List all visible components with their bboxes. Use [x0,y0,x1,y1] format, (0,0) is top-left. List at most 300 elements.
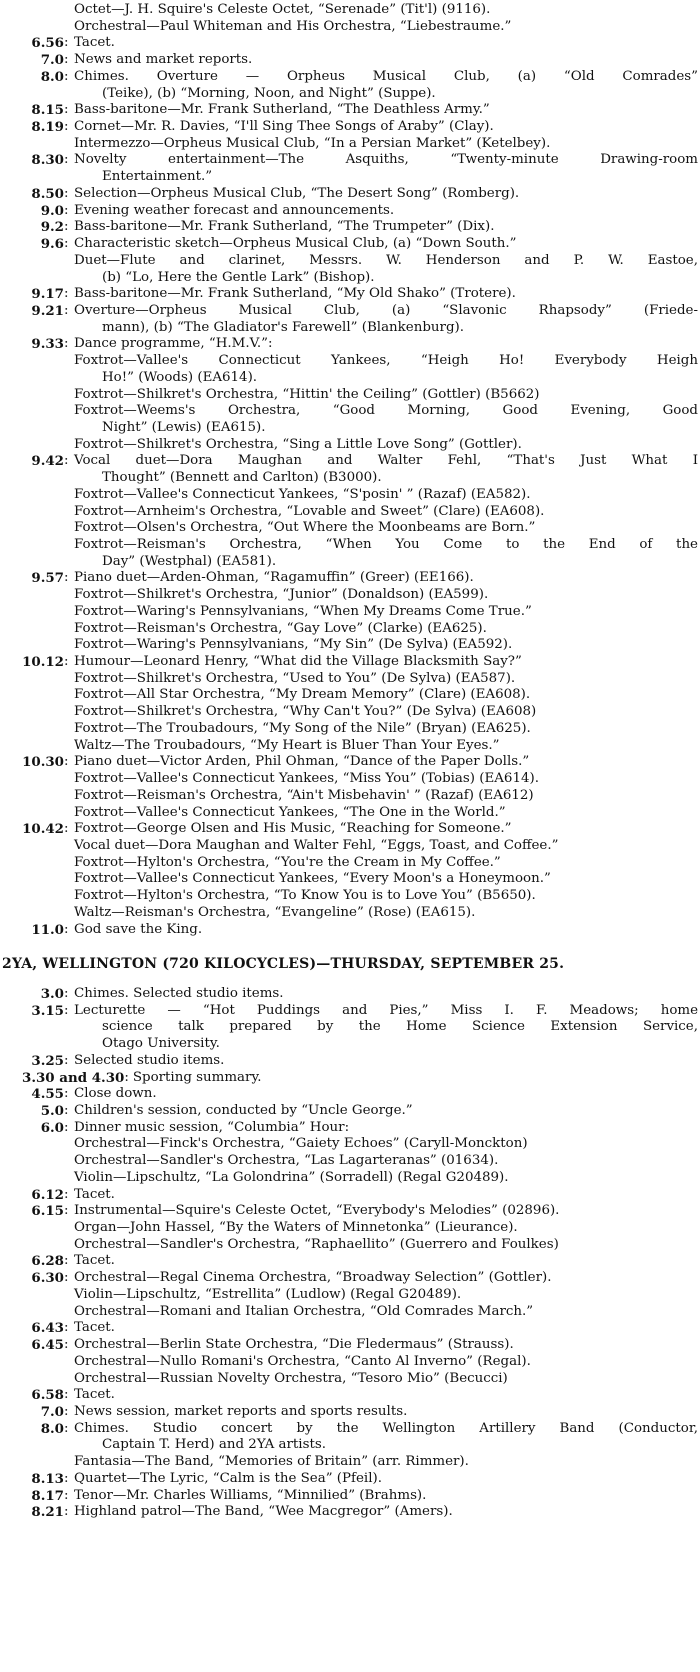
programme-text: (Teike), (b) “Morning, Noon, and Night” (Suppe). [102,85,436,101]
programme-line [0,922,700,939]
time-label: 9.57 [31,570,64,587]
programme-text: Foxtrot—Shilkret's Orchestra, “Hittin' the Ceiling” (Gottler) (B5662) [74,386,540,402]
programme-line [0,1471,700,1488]
programme-text: Piano duet—Victor Arden, Phil Ohman, “Dance of the Paper Dolls.” [74,754,530,770]
programme-text: Overture—Orpheus Musical Club, (a) “Slavonic Rhapsody” (Friede- [74,302,698,318]
time-label: 8.21 [31,1504,64,1521]
time-label: 8.30 [31,152,64,169]
time-label [0,738,64,755]
time-label [0,370,64,387]
programme-line [0,805,700,822]
time-colon: : [64,1253,69,1269]
time-colon: : [64,654,69,670]
time-label: 10.12 [22,654,64,671]
time-colon [64,587,74,604]
time-label [0,420,64,437]
time-colon [64,520,74,537]
programme-line [0,537,700,554]
time-label: 9.33 [31,336,64,353]
time-label [0,253,64,270]
programme-line [0,253,700,270]
time-colon: : [64,286,69,302]
time-colon [64,871,74,888]
programme-line [0,1387,700,1404]
programme-line [0,487,700,504]
time-label [0,169,64,186]
programme-text: Orchestral—Romani and Italian Orchestra, “Old Comrades March.” [74,1303,534,1319]
programme-line [0,905,700,922]
time-colon [64,420,74,437]
programme-text: News session, market reports and sports results. [74,1403,408,1419]
time-label: 10.42 [22,821,64,838]
programme-line [0,1253,700,1270]
programme-line [0,1237,700,1254]
programme-line [0,1003,700,1020]
programme-text: Entertainment.” [102,169,213,185]
programme-line [0,838,700,855]
time-colon [64,1170,74,1187]
programme-line [0,855,700,872]
time-colon [64,136,74,153]
time-colon [64,771,74,788]
programme-text: Foxtrot—Shilkret's Orchestra, “Why Can't You?” (De Sylva) (EA608) [74,704,537,720]
programme-text: Foxtrot—Vallee's Connecticut Yankees, “S'posin' ” (Razaf) (EA582). [74,486,531,502]
time-colon: : [64,1420,69,1436]
time-colon [64,554,74,571]
programme-text: Bass-baritone—Mr. Frank Sutherland, “My Old Shako” (Trotere). [74,286,516,302]
time-colon: : [64,754,69,770]
time-label [0,353,64,370]
programme-line [0,621,700,638]
time-colon [64,1287,74,1304]
programme-line [0,1270,700,1287]
programme-line [0,136,700,153]
programme-text: Foxtrot—Reisman's Orchestra, “Ain't Misbehavin' ” (Razaf) (EA612) [74,787,534,803]
time-colon [64,504,74,521]
time-label [0,1019,64,1036]
time-colon: : [64,52,69,68]
time-colon: : [64,1320,69,1336]
time-label: 8.50 [31,185,64,202]
time-label [0,1170,64,1187]
programme-line-continuation [0,320,700,337]
time-colon: : [64,119,69,135]
programme-text: Selected studio items. [74,1052,225,1068]
programme-line [0,353,700,370]
time-colon [64,1304,74,1321]
time-label [0,403,64,420]
programme-line [0,754,700,771]
time-label [0,704,64,721]
programme-text: Instrumental—Squire's Celeste Octet, “Everybody's Melodies” (02896). [74,1203,560,1219]
programme-text: Tenor—Mr. Charles Williams, “Minnilied” (Brahms). [74,1487,427,1503]
time-label [0,687,64,704]
programme-line [0,186,700,203]
programme-text: Foxtrot—Olsen's Orchestra, “Out Where the Moonbeams are Born.” [74,520,536,536]
programme-text: Thought” (Bennett and Carlton) (B3000). [102,470,382,486]
programme-text: Selection—Orpheus Musical Club, “The Desert Song” (Romberg). [74,185,520,201]
time-colon [64,19,74,36]
programme-line [0,102,700,119]
programme-line [0,671,700,688]
programme-text: Foxtrot—Waring's Pennsylvanians, “When My Dreams Come True.” [74,603,532,619]
programme-line [0,1120,700,1137]
programme-line [0,1454,700,1471]
time-colon [64,320,74,337]
time-colon: : [64,1203,69,1219]
programme-line-continuation [0,420,700,437]
programme-text: Vocal duet—Dora Maughan and Walter Fehl, “Eggs, Toast, and Coffee.” [74,837,559,853]
time-label: 9.17 [31,286,64,303]
time-label [0,520,64,537]
time-colon: : [64,1270,69,1286]
programme-text: Intermezzo—Orpheus Musical Club, “In a Persian Market” (Ketelbey). [74,135,551,151]
time-label [0,1454,64,1471]
programme-line [0,687,700,704]
time-colon [64,1136,74,1153]
time-colon [64,1371,74,1388]
programme-text: Chimes. Overture — Orpheus Musical Club, (a) “Old Comrades” [74,68,698,84]
time-label [0,771,64,788]
time-label [0,437,64,454]
programme-line [0,704,700,721]
time-label [0,537,64,554]
time-colon [64,637,74,654]
time-label: 3.0 [40,985,64,1002]
time-colon: : [64,236,69,252]
programme-line [0,336,700,353]
time-label [0,905,64,922]
time-colon: : [64,985,69,1001]
time-colon [64,403,74,420]
time-label [0,1304,64,1321]
programme-line [0,1404,700,1421]
time-colon [64,1237,74,1254]
time-colon: : [64,1387,69,1403]
time-label [0,554,64,571]
time-label [0,19,64,36]
time-colon [64,169,74,186]
programme-line [0,986,700,1003]
time-label [0,637,64,654]
time-label: 11.0 [31,921,64,938]
programme-line-continuation [0,169,700,186]
programme-line [0,821,700,838]
programme-text: Foxtrot—Reisman's Orchestra, “When You Come to the End of the [74,537,698,552]
programme-text: Tacet. [74,1320,115,1336]
station-heading [0,956,700,973]
time-label [0,136,64,153]
time-label: 6.28 [31,1253,64,1270]
programme-text: Foxtrot—George Olsen and His Music, “Reaching for Someone.” [74,821,512,837]
time-colon [64,805,74,822]
programme-text: God save the King. [74,921,203,937]
programme-text: Orchestral—Russian Novelty Orchestra, “Tesoro Mio” (Becucci) [74,1370,508,1386]
time-label [0,1354,64,1371]
programme-line [0,888,700,905]
programme-text: Humour—Leonard Henry, “What did the Village Blacksmith Say?” [74,654,522,670]
programme-line [0,1103,700,1120]
time-colon [64,604,74,621]
programme-line [0,403,700,420]
time-label: 7.0 [40,52,64,69]
time-label: 4.55 [31,1086,64,1103]
programme-text: News and market reports. [74,52,253,68]
time-label: 6.56 [31,35,64,52]
time-label: 3.15 [31,1002,64,1019]
time-label [0,387,64,404]
time-colon: : [64,35,69,51]
programme-line-continuation [0,270,700,287]
programme-line [0,152,700,169]
programme-line [0,738,700,755]
programme-line [0,1320,700,1337]
time-label [0,1287,64,1304]
programme-text: Bass-baritone—Mr. Frank Sutherland, “The Deathless Army.” [74,102,490,118]
time-colon: : [64,102,69,118]
programme-text: Foxtrot—Vallee's Connecticut Yankees, “The One in the World.” [74,804,506,820]
time-label [0,788,64,805]
time-label [0,1237,64,1254]
programme-line [0,2,700,19]
programme-line-continuation [0,86,700,103]
programme-text: Captain T. Herd) and 2YA artists. [102,1437,326,1453]
programme-line [0,1504,700,1521]
programme-line [0,453,700,470]
programme-line [0,520,700,537]
programme-text: (b) “Lo, Here the Gentle Lark” (Bishop). [102,269,375,285]
time-label: 8.0 [40,68,64,85]
programme-text: Tacet. [74,1253,115,1269]
programme-text: Piano duet—Arden-Ohman, “Ragamuffin” (Greer) (EE166). [74,570,474,586]
programme-line [0,1354,700,1371]
time-label [0,1153,64,1170]
time-label [0,1136,64,1153]
programme-text: Foxtrot—Shilkret's Orchestra, “Sing a Little Love Song” (Gottler). [74,436,522,452]
time-colon [64,370,74,387]
programme-line [0,1136,700,1153]
time-colon: : [64,1086,69,1102]
programme-line [0,303,700,320]
programme-text: Foxtrot—The Troubadours, “My Song of the Nile” (Bryan) (EA625). [74,720,531,736]
programme-line-continuation [0,1036,700,1053]
time-label [0,1036,64,1053]
programme-text: Tacet. [74,1186,115,1202]
programme-text: Orchestral—Paul Whiteman and His Orchestra, “Liebestraume.” [74,18,512,34]
time-label: 6.0 [40,1119,64,1136]
time-colon [64,721,74,738]
time-label: 6.30 [31,1270,64,1287]
time-colon [64,738,74,755]
time-colon [64,1220,74,1237]
programme-line [0,69,700,86]
time-colon: : [64,302,69,318]
programme-line [0,203,700,220]
programme-line [0,788,700,805]
time-colon: : [64,1119,69,1135]
programme-text: Night” (Lewis) (EA615). [102,419,266,435]
time-label [0,888,64,905]
programme-text: Dance programme, “H.M.V.”: [74,336,273,352]
time-colon: : [64,570,69,586]
time-colon [64,905,74,922]
programme-line [0,1153,700,1170]
programme-text: Orchestral—Berlin State Orchestra, “Die Fledermaus” (Strauss). [74,1337,514,1353]
programme-text: Foxtrot—All Star Orchestra, “My Dream Memory” (Clare) (EA608). [74,687,531,703]
time-label: 5.0 [40,1103,64,1119]
programme-line [0,1220,700,1237]
programme-text: Ho!” (Woods) (EA614). [102,369,258,385]
programme-line [0,35,700,52]
programme-line [0,721,700,738]
programme-line [0,1287,700,1304]
time-label [0,470,64,487]
programme-text: Foxtrot—Shilkret's Orchestra, “Junior” (Donaldson) (EA599). [74,587,489,603]
time-colon: : [64,1052,69,1068]
time-colon [64,671,74,688]
heading-dash: — [316,956,331,973]
time-colon [64,487,74,504]
time-colon [64,1354,74,1371]
programme-line [0,587,700,604]
programme-text: Tacet. [74,35,115,51]
programme-text: Close down. [74,1086,157,1102]
programme-text: Orchestral—Regal Cinema Orchestra, “Broadway Selection” (Gottler). [74,1270,552,1286]
programme-line [0,1337,700,1354]
time-label [0,838,64,855]
programme-text: Violin—Lipschultz, “Estrellita” (Ludlow) (Regal G20489). [74,1286,462,1302]
time-label: 10.30 [22,754,64,771]
time-colon [64,621,74,638]
programme-text: Foxtrot—Hylton's Orchestra, “You're the Cream in My Coffee.” [74,854,501,870]
time-label: 8.15 [31,102,64,119]
programme-text: Foxtrot—Reisman's Orchestra, “Gay Love” (Clarke) (EA625). [74,620,487,636]
time-label: 6.43 [31,1320,64,1337]
programme-section-2ya [0,986,700,1521]
time-label: 6.15 [31,1203,64,1220]
time-label [0,86,64,103]
programme-line [0,504,700,521]
programme-page [0,2,700,1521]
programme-text: Orchestral—Sandler's Orchestra, “Raphaellito” (Guerrero and Foulkes) [74,1236,559,1252]
time-colon [64,1437,74,1454]
time-label: 7.0 [40,1403,64,1420]
programme-text: mann), (b) “The Gladiator's Farewell” (Blankenburg). [102,319,464,335]
time-colon: : [64,1504,69,1520]
programme-text: Lecturette — “Hot Puddings and Pies,” Miss I. F. Meadows; home [74,1002,698,1018]
time-label [0,621,64,638]
programme-text: Foxtrot—Waring's Pennsylvanians, “My Sin” (De Sylva) (EA592). [74,637,513,653]
time-colon: : [64,453,69,469]
time-label [0,1371,64,1388]
time-colon: : [64,1403,69,1419]
time-colon: : [64,152,69,168]
programme-line [0,1170,700,1187]
programme-text: Fantasia—The Band, “Memories of Britain” (arr. Rimmer). [74,1454,469,1470]
time-label: 9.6 [40,236,64,253]
time-label: 6.45 [31,1337,64,1354]
programme-text: Chimes. Selected studio items. [74,985,284,1001]
programme-text: Children's session, conducted by “Uncle George.” [74,1103,413,1118]
time-colon [64,437,74,454]
time-label [0,721,64,738]
programme-line [0,1421,700,1438]
programme-text: Sporting summary. [132,1069,262,1085]
programme-line [0,1488,700,1505]
time-label [0,871,64,888]
time-colon [64,270,74,287]
time-colon [64,1454,74,1471]
programme-line [0,1086,700,1103]
programme-text: Day” (Westphal) (EA581). [102,553,277,569]
time-colon [64,855,74,872]
time-colon: : [64,821,69,837]
programme-line [0,1203,700,1220]
programme-text: Foxtrot—Vallee's Connecticut Yankees, “Miss You” (Tobias) (EA614). [74,771,539,787]
programme-text: Foxtrot—Vallee's Connecticut Yankees, “Every Moon's a Honeymoon.” [74,871,551,887]
programme-line [0,52,700,69]
time-colon: : [64,185,69,201]
programme-text: Tacet. [74,1387,115,1403]
time-label: 8.13 [31,1470,64,1487]
programme-line [0,19,700,36]
programme-text: Vocal duet—Dora Maughan and Walter Fehl, “That's Just What I [74,453,698,469]
programme-text: Duet—Flute and clarinet, Messrs. W. Henderson and P. W. Eastoe, [74,252,698,268]
time-label [0,504,64,521]
time-label [0,320,64,337]
time-colon: : [64,1186,69,1202]
programme-line [0,871,700,888]
time-colon: : [64,202,69,218]
time-label: 9.2 [40,219,64,236]
time-colon: : [64,921,69,937]
time-colon [64,1019,74,1036]
time-label: 9.42 [31,453,64,470]
time-label [0,270,64,287]
time-colon [64,470,74,487]
time-colon [64,788,74,805]
programme-text: Orchestral—Nullo Romani's Orchestra, “Canto Al Inverno” (Regal). [74,1353,531,1369]
programme-text: Quartet—The Lyric, “Calm is the Sea” (Pfeil). [74,1470,382,1486]
programme-text: Waltz—The Troubadours, “My Heart is Bluer Than Your Eyes.” [74,737,500,753]
programme-line [0,654,700,671]
programme-line [0,604,700,621]
time-colon [64,353,74,370]
programme-line [0,286,700,303]
time-colon [64,253,74,270]
time-label: 3.25 [31,1052,64,1069]
time-colon [64,537,74,554]
time-colon: : [64,1103,69,1118]
programme-text: Foxtrot—Hylton's Orchestra, “To Know You is to Love You” (B5650). [74,888,536,904]
programme-text: Foxtrot—Arnheim's Orchestra, “Lovable and Sweet” (Clare) (EA608). [74,503,545,519]
programme-text: Waltz—Reisman's Orchestra, “Evangeline” (Rose) (EA615). [74,904,476,920]
programme-text: Octet—J. H. Squire's Celeste Octet, “Serenade” (Tit'l) (9116). [74,2,491,17]
time-label: 6.58 [31,1387,64,1404]
time-colon: : [64,1002,69,1018]
programme-line [0,236,700,253]
programme-text: Novelty entertainment—The Asquiths, “Twenty-minute Drawing-room [74,152,698,168]
time-colon [64,1153,74,1170]
time-colon: : [64,68,69,84]
programme-line-continuation [0,1437,700,1454]
programme-text: Highland patrol—The Band, “Wee Macgregor” (Amers). [74,1504,453,1520]
programme-line [0,219,700,236]
programme-text: Characteristic sketch—Orpheus Musical Club, (a) “Down South.” [74,236,517,252]
programme-text: Foxtrot—Weems's Orchestra, “Good Morning, Good Evening, Good [74,403,698,419]
programme-line [0,119,700,136]
programme-text: Organ—John Hassel, “By the Waters of Minnetonka” (Lieurance). [74,1220,518,1236]
